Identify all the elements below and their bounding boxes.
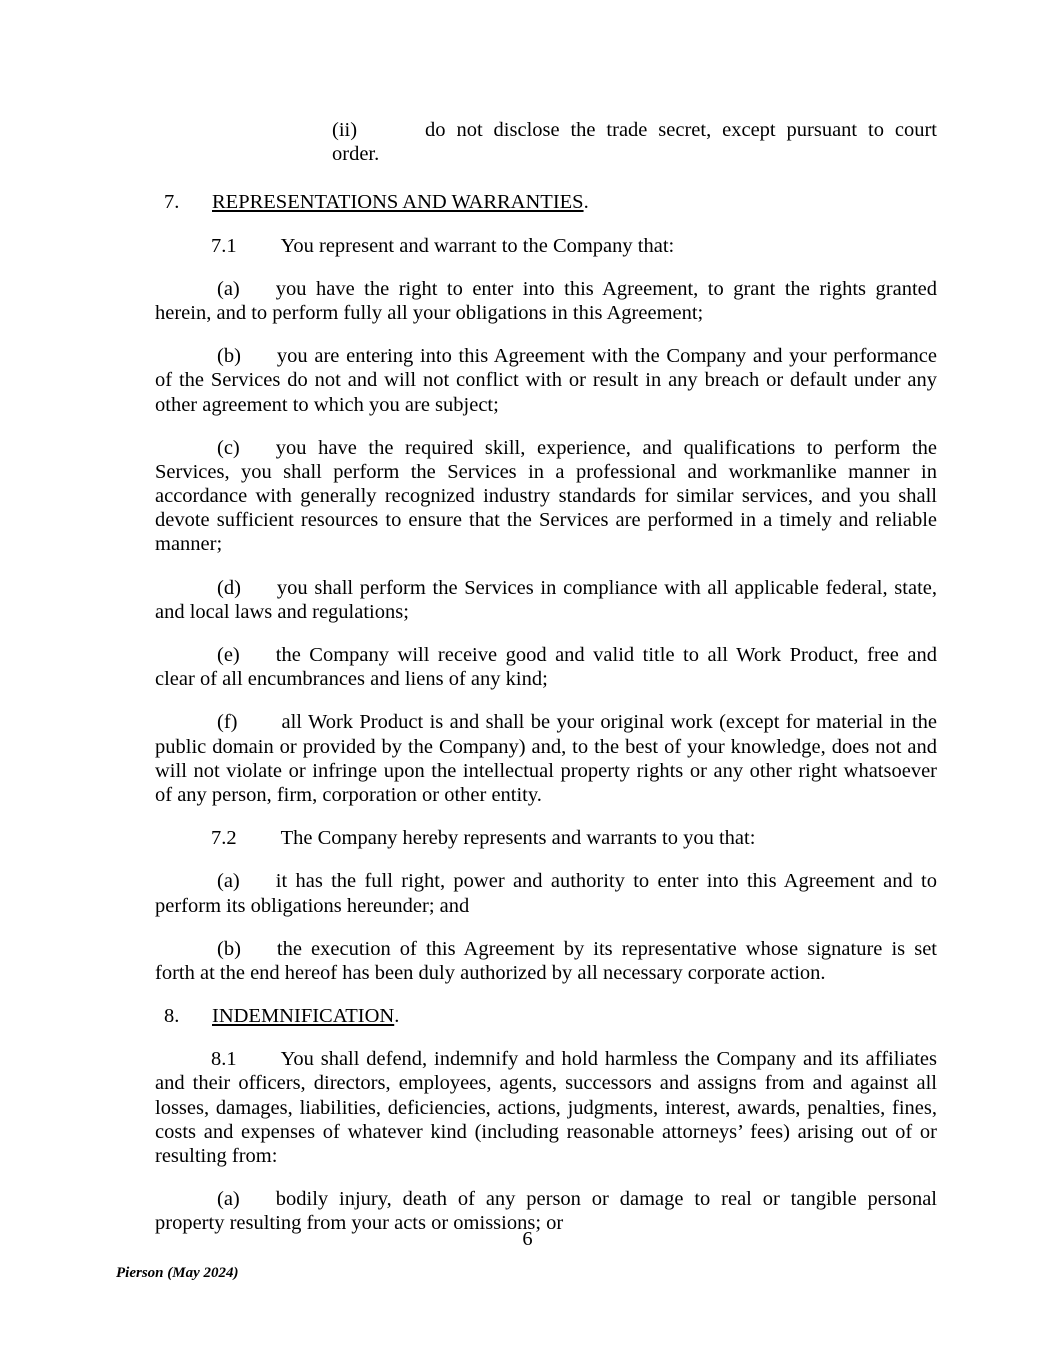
clause-ii-text: do not disclose the trade secret, except pursuant to court order.: [332, 119, 937, 166]
footer-note: Pierson (May 2024): [116, 1265, 239, 1281]
clause-7-2-a-text: it has the full right, power and authority to enter into this Agreement and to perform its obligations hereunder; and: [155, 870, 937, 917]
clause-7-1-e-text: the Company will receive good and valid title to all Work Product, free and clear of all encumbrances and liens of any kind;: [155, 644, 937, 691]
clause-7-2-b: [155, 937, 937, 985]
paragraph-8-1-text: You shall defend, indemnify and hold harmless the Company and its affiliates and their officers, directors, employees, agents, successors and assigns from and against all losses, damages, liabilities, deficiencies, actions, judgments, interest, awards, penalties, fines, costs and expenses of whatever kind (including reasonable attorneys’ fees) arising out of or resulting from:: [155, 1048, 937, 1167]
paragraph-8-1: [155, 1047, 937, 1168]
section-title-7: REPRESENTATIONS AND WARRANTIES: [212, 191, 584, 214]
clause-7-1-a-marker: (a): [217, 277, 240, 300]
section-number-8: 8.: [164, 1005, 180, 1028]
clause-7-1-a: [155, 277, 937, 325]
clause-7-1-c-marker: (c): [217, 436, 240, 459]
section-heading-8: [155, 1004, 937, 1028]
section-title-8: INDEMNIFICATION: [212, 1005, 395, 1028]
section-number-7: 7.: [164, 191, 180, 214]
section-title-8-period: .: [394, 1005, 400, 1028]
clause-7-1-d: [155, 576, 937, 624]
paragraph-8-1-number: 8.1: [211, 1048, 237, 1071]
clause-8-1-a-text: bodily injury, death of any person or damage to real or tangible personal property resulting from your acts or omissions; or: [155, 1188, 937, 1235]
paragraph-7-2-text: The Company hereby represents and warrants to you that:: [280, 827, 756, 850]
page-number: 6: [522, 1228, 533, 1250]
clause-7-1-d-marker: (d): [217, 576, 241, 599]
clause-7-2-b-text: the execution of this Agreement by its representative whose signature is set forth at the end hereof has been duly authorized by all necessary corporate action.: [155, 937, 937, 984]
clause-7-1-c: [155, 436, 937, 557]
section-title-7-period: .: [583, 191, 589, 214]
clause-7-2-a: [155, 869, 937, 917]
clause-7-1-d-text: you shall perform the Services in compliance with all applicable federal, state, and local laws and regulations;: [155, 576, 937, 623]
clause-7-1-b-text: you are entering into this Agreement with the Company and your performance of the Services do not and will not conflict with or result in any breach or default under any other agreement to which you are subject;: [155, 345, 937, 416]
clause-7-2-b-marker: (b): [217, 937, 241, 960]
document-body: [155, 118, 937, 1255]
paragraph-7-1-number: 7.1: [211, 234, 237, 257]
paragraph-7-1: [155, 234, 937, 258]
clause-ii-marker: (ii): [332, 119, 358, 141]
clause-7-1-e-marker: (e): [217, 644, 240, 666]
clause-7-1-a-text: you have the right to enter into this Agreement, to grant the rights granted herein, and to perform fully all your obligations in this Agreement;: [155, 277, 937, 324]
clause-ii: [155, 118, 937, 166]
clause-7-1-f-text: all Work Product is and shall be your original work (except for material in the public domain or provided by the Company) and, to the best of your knowledge, does not and will not violate or infringe upon the intellectual property rights or any other right whatsoever of any person, firm, corporation or other entity.: [155, 711, 937, 806]
clause-7-1-f-marker: (f): [217, 711, 238, 734]
clause-8-1-a-marker: (a): [217, 1188, 240, 1211]
paragraph-7-2: [155, 826, 937, 850]
clause-7-1-b-marker: (b): [217, 345, 241, 368]
clause-7-1-c-text: you have the required skill, experience, and qualifications to perform the Services, you shall perform the Services in a professional and workmanlike manner in accordance with generally recognized industry standards for similar services, and you shall devote sufficient resources to ensure that the Services are performed in a timely and reliable manner;: [155, 436, 937, 556]
section-heading-7: [155, 190, 937, 214]
clause-7-1-f: [155, 710, 937, 807]
paragraph-7-1-text: You represent and warrant to the Company that:: [280, 234, 675, 257]
clause-7-1-e: [155, 643, 937, 691]
paragraph-7-2-number: 7.2: [211, 827, 237, 850]
clause-7-1-b: [155, 344, 937, 417]
clause-7-2-a-marker: (a): [217, 870, 240, 893]
